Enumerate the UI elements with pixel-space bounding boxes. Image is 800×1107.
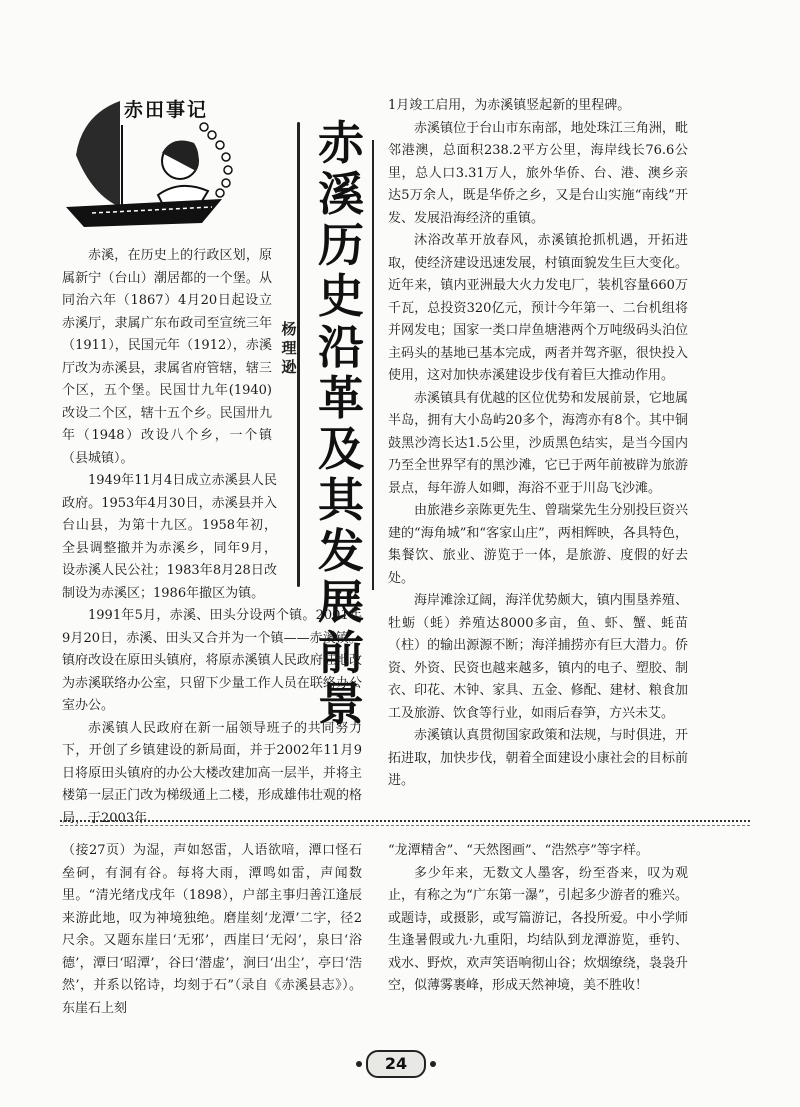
paragraph: （接27页）为湿，声如怒雷，人语欲喑，潭口怪石垒砢，有洞有谷。每将大雨，潭鸣如雷，声闻数里。“清光绪戊戌年（1898），户部主事归善江逢辰来游此地，叹为神境独绝。磨崖刻‘龙潭’二字，径2尺余。又题东崖曰‘无邪’，西崖曰‘无闷’，泉曰‘浴德’，潭曰‘昭潭’，谷曰‘潜虚’，涧曰‘出尘’，亭曰‘浩然’，并系以铭诗，均刻于石”（录自《赤溪县志》）。东崖石上刻 [62, 843, 362, 1016]
right-column [388, 95, 688, 793]
paragraph: 赤溪镇具有优越的区位优势和发展前景，它地属半岛，拥有大小岛屿20多个，海湾亦有8个。其中铜鼓黑沙湾长达1.5公里，沙质黑色结实，是当今国内乃至全世界罕有的黑沙滩，它已于两年前被辟为旅游景点，每年游人如卿，海浴不亚于川岛飞沙滩。 [388, 390, 688, 496]
section-illustration [62, 95, 250, 235]
paragraph: 海岸滩涂辽阔，海洋优势颇大，镇内围垦养殖、牡蛎（蚝）养殖达8000多亩，鱼、虾、蟹、蚝苗（柱）的输出源源不断；海洋捕捞亦有巨大潜力。侨资、外资、民资也越来越多，镇内的电子、塑胶、制衣、印花、木钟、家具、五金、修配、建材、粮食加工及旅游、饮食等行业，如雨后春笋，方兴未艾。 [388, 593, 688, 721]
article-title: 赤溪历史沿革及其发展前景 [318, 116, 364, 731]
paragraph: 1月竣工启用，为赤溪镇竖起新的里程碑。 [388, 98, 631, 113]
article-author: 杨理逊 [281, 320, 297, 376]
section-tag: 赤田事记 [124, 99, 209, 121]
paragraph: 1949年11月4日成立赤溪县人民政府。1953年4月30日，赤溪县并入台山县，为第十九区。1958年初，全县调整撤并为赤溪乡，同年9月，设赤溪人民公社；1983年8月28日改制设为赤溪区；1986年撤区为镇。 [62, 473, 277, 601]
paragraph: 多少年来，无数文人墨客，纷至沓来，叹为观止，有称之为“广东第一瀑”，引起多少游者的雅兴。或题诗，或摄影，或写篇游记，各投所爱。中小学师生逢暑假或九·九重阳，均结队到龙潭游览，垂钓、戏水、野炊，欢声笑语响彻山谷；炊烟缭绕，袅袅升空，似薄雾裹峰，形成天然神境，美不胜收！ [388, 865, 688, 993]
paragraph: 1991年5月，赤溪、田头分设两个镇。2001年9月20日，赤溪、田头又合并为一个镇——赤溪镇。镇府改设在原田头镇府，将原赤溪镇人民政府驻地改为赤溪联络办公室，只留下少量工作人员在联络办公室办公。 [62, 608, 362, 713]
left-column [62, 245, 272, 470]
paragraph: 赤溪，在历史上的行政区划，原属新宁（台山）潮居都的一个堡。从同治六年（1867）4月20日起设立赤溪厅，隶属广东布政司至宣统三年（1911），民国元年（1912），赤溪厅改为赤溪县，隶属省府管辖，辖三个区，五个堡。民国廿九年(1940)改设二个区，辖十五个乡。民国卅九年（1948）改设八个乡，一个镇（县城镇）。 [62, 248, 272, 466]
left-column-lower [62, 470, 277, 605]
paragraph: 赤溪镇位于台山市东南部，地处珠江三角洲，毗邻港澳，总面积238.2平方公里，海岸线长76.6公里，总人口3.31万人，旅外华侨、台、港、澳乡亲达5万余人，既是华侨之乡，又是台山实施“南线”开发、发展沿海经济的重镇。 [388, 120, 688, 226]
section-divider [60, 820, 750, 822]
paragraph: 沐浴改革开放春风，赤溪镇抢抓机遇，开拓进取，使经济建设迅速发展，村镇面貌发生巨大变化。近年来，镇内亚洲最大火力发电厂，装机容量660万千瓦，总投资320亿元，预计今年第一、二台机组将并网发电；国家一类口岸鱼塘港两个万吨级码头泊位主码头的基地已基本完成，两者并驾齐驱，很快投入使用，这对加快赤溪建设步伐有着巨大推动作用。 [388, 233, 688, 383]
paragraph: 赤溪镇人民政府在新一届领导班子的共同努力下，开创了乡镇建设的新局面，并于2002年11月9日将原田头镇府的办公大楼改建加高一层半，并将主楼第一层正门改为梯级通上二楼，形成雄伟壮观的格局，于2003年 [62, 720, 362, 826]
page-number: 24 [366, 1050, 426, 1078]
bottom-left-column [62, 840, 362, 1020]
bottom-right-column [388, 840, 688, 998]
paragraph: 赤溪镇认真贯彻国家政策和法规，与时俱进，开拓进取，加快步伐，朝着全面建设小康社会的目标前进。 [388, 728, 688, 788]
title-right-rule [372, 140, 374, 590]
section-divider-dots [60, 825, 750, 826]
paragraph: 由旅港乡亲陈更先生、曾瑞棠先生分别投巨资兴建的“海角城”和“客家山庄”，两相辉映，各具特色，集餐饮、旅业、游览于一体，是旅游、度假的好去处。 [388, 503, 688, 586]
left-wide-block [62, 605, 362, 830]
paragraph: “龙潭精舍”、“天然图画”、“浩然亭”等字样。 [388, 843, 649, 858]
